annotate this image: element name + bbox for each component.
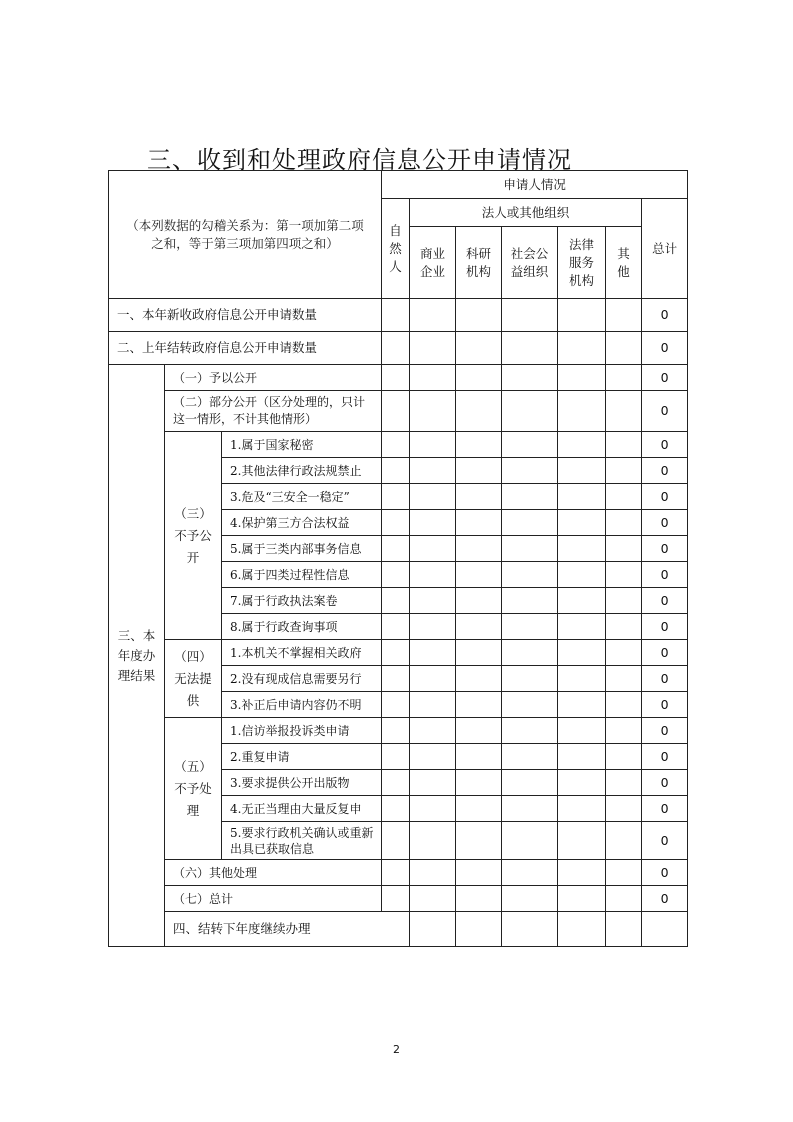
subsection3-label: （三）不予公开	[165, 432, 222, 640]
section3-label: 三、本年度办理结果	[109, 365, 165, 947]
row-label: （一）予以公开	[165, 365, 382, 391]
row-total: 0	[642, 391, 688, 432]
row-total: 0	[642, 796, 688, 822]
social-org-header: 社会公益组织	[502, 227, 558, 299]
information-request-table	[108, 170, 688, 947]
row-label: 8.属于行政查询事项	[222, 614, 382, 640]
row-total: 0	[642, 640, 688, 666]
row-label: 5.属于三类内部事务信息	[222, 536, 382, 562]
row-total: 0	[642, 692, 688, 718]
row-total: 0	[642, 458, 688, 484]
row-total: 0	[642, 536, 688, 562]
natural-person-header: 自然人	[382, 199, 410, 299]
row-total: 0	[642, 588, 688, 614]
research-header: 科研机构	[456, 227, 502, 299]
row-label: 5.要求行政机关确认或重新出具已获取信息	[222, 822, 382, 860]
legal-org-header: 法人或其他组织	[410, 199, 642, 227]
row-total: 0	[642, 432, 688, 458]
row-label: 二、上年结转政府信息公开申请数量	[109, 332, 382, 365]
row-total: 0	[642, 744, 688, 770]
row-total: 0	[642, 299, 688, 332]
row-total: 0	[642, 886, 688, 912]
row-total: 0	[642, 510, 688, 536]
row-total: 0	[642, 365, 688, 391]
total-header: 总计	[642, 199, 688, 299]
subsection4-label: （四）无法提供	[165, 640, 222, 718]
row-label: （七）总计	[165, 886, 382, 912]
row-label: 1.信访举报投诉类申请	[222, 718, 382, 744]
row-label: 7.属于行政执法案卷	[222, 588, 382, 614]
row-label: 2.重复申请	[222, 744, 382, 770]
row-label: 一、本年新收政府信息公开申请数量	[109, 299, 382, 332]
row-label: 2.没有现成信息需要另行	[222, 666, 382, 692]
page-number: 2	[393, 1043, 400, 1056]
table-note: （本列数据的勾稽关系为：第一项加第二项之和，等于第三项加第四项之和）	[109, 171, 382, 299]
row-label: 四、结转下年度继续办理	[165, 912, 410, 947]
other-header: 其他	[606, 227, 642, 299]
row-label: 2.其他法律行政法规禁止	[222, 458, 382, 484]
row-label: 6.属于四类过程性信息	[222, 562, 382, 588]
row-total: 0	[642, 562, 688, 588]
row-label: 1.属于国家秘密	[222, 432, 382, 458]
row-label: 3.要求提供公开出版物	[222, 770, 382, 796]
row-total: 0	[642, 770, 688, 796]
row-total: 0	[642, 822, 688, 860]
row-label: 1.本机关不掌握相关政府	[222, 640, 382, 666]
page-title: 三、收到和处理政府信息公开申请情况	[147, 146, 572, 174]
row-label: 3.补正后申请内容仍不明	[222, 692, 382, 718]
row-label: 3.危及“三安全一稳定”	[222, 484, 382, 510]
row-label: （六）其他处理	[165, 860, 382, 886]
applicant-header: 申请人情况	[382, 171, 688, 199]
row-total: 0	[642, 718, 688, 744]
row-label: 4.保护第三方合法权益	[222, 510, 382, 536]
row-label: （二）部分公开（区分处理的，只计这一情形，不计其他情形）	[165, 391, 382, 432]
row-total: 0	[642, 614, 688, 640]
row-total: 0	[642, 860, 688, 886]
subsection5-label: （五）不予处理	[165, 718, 222, 860]
row-label: 4.无正当理由大量反复申	[222, 796, 382, 822]
row-total: 0	[642, 484, 688, 510]
legal-service-header: 法律服务机构	[558, 227, 606, 299]
row-total: 0	[642, 332, 688, 365]
row-total: 0	[642, 666, 688, 692]
business-header: 商业企业	[410, 227, 456, 299]
